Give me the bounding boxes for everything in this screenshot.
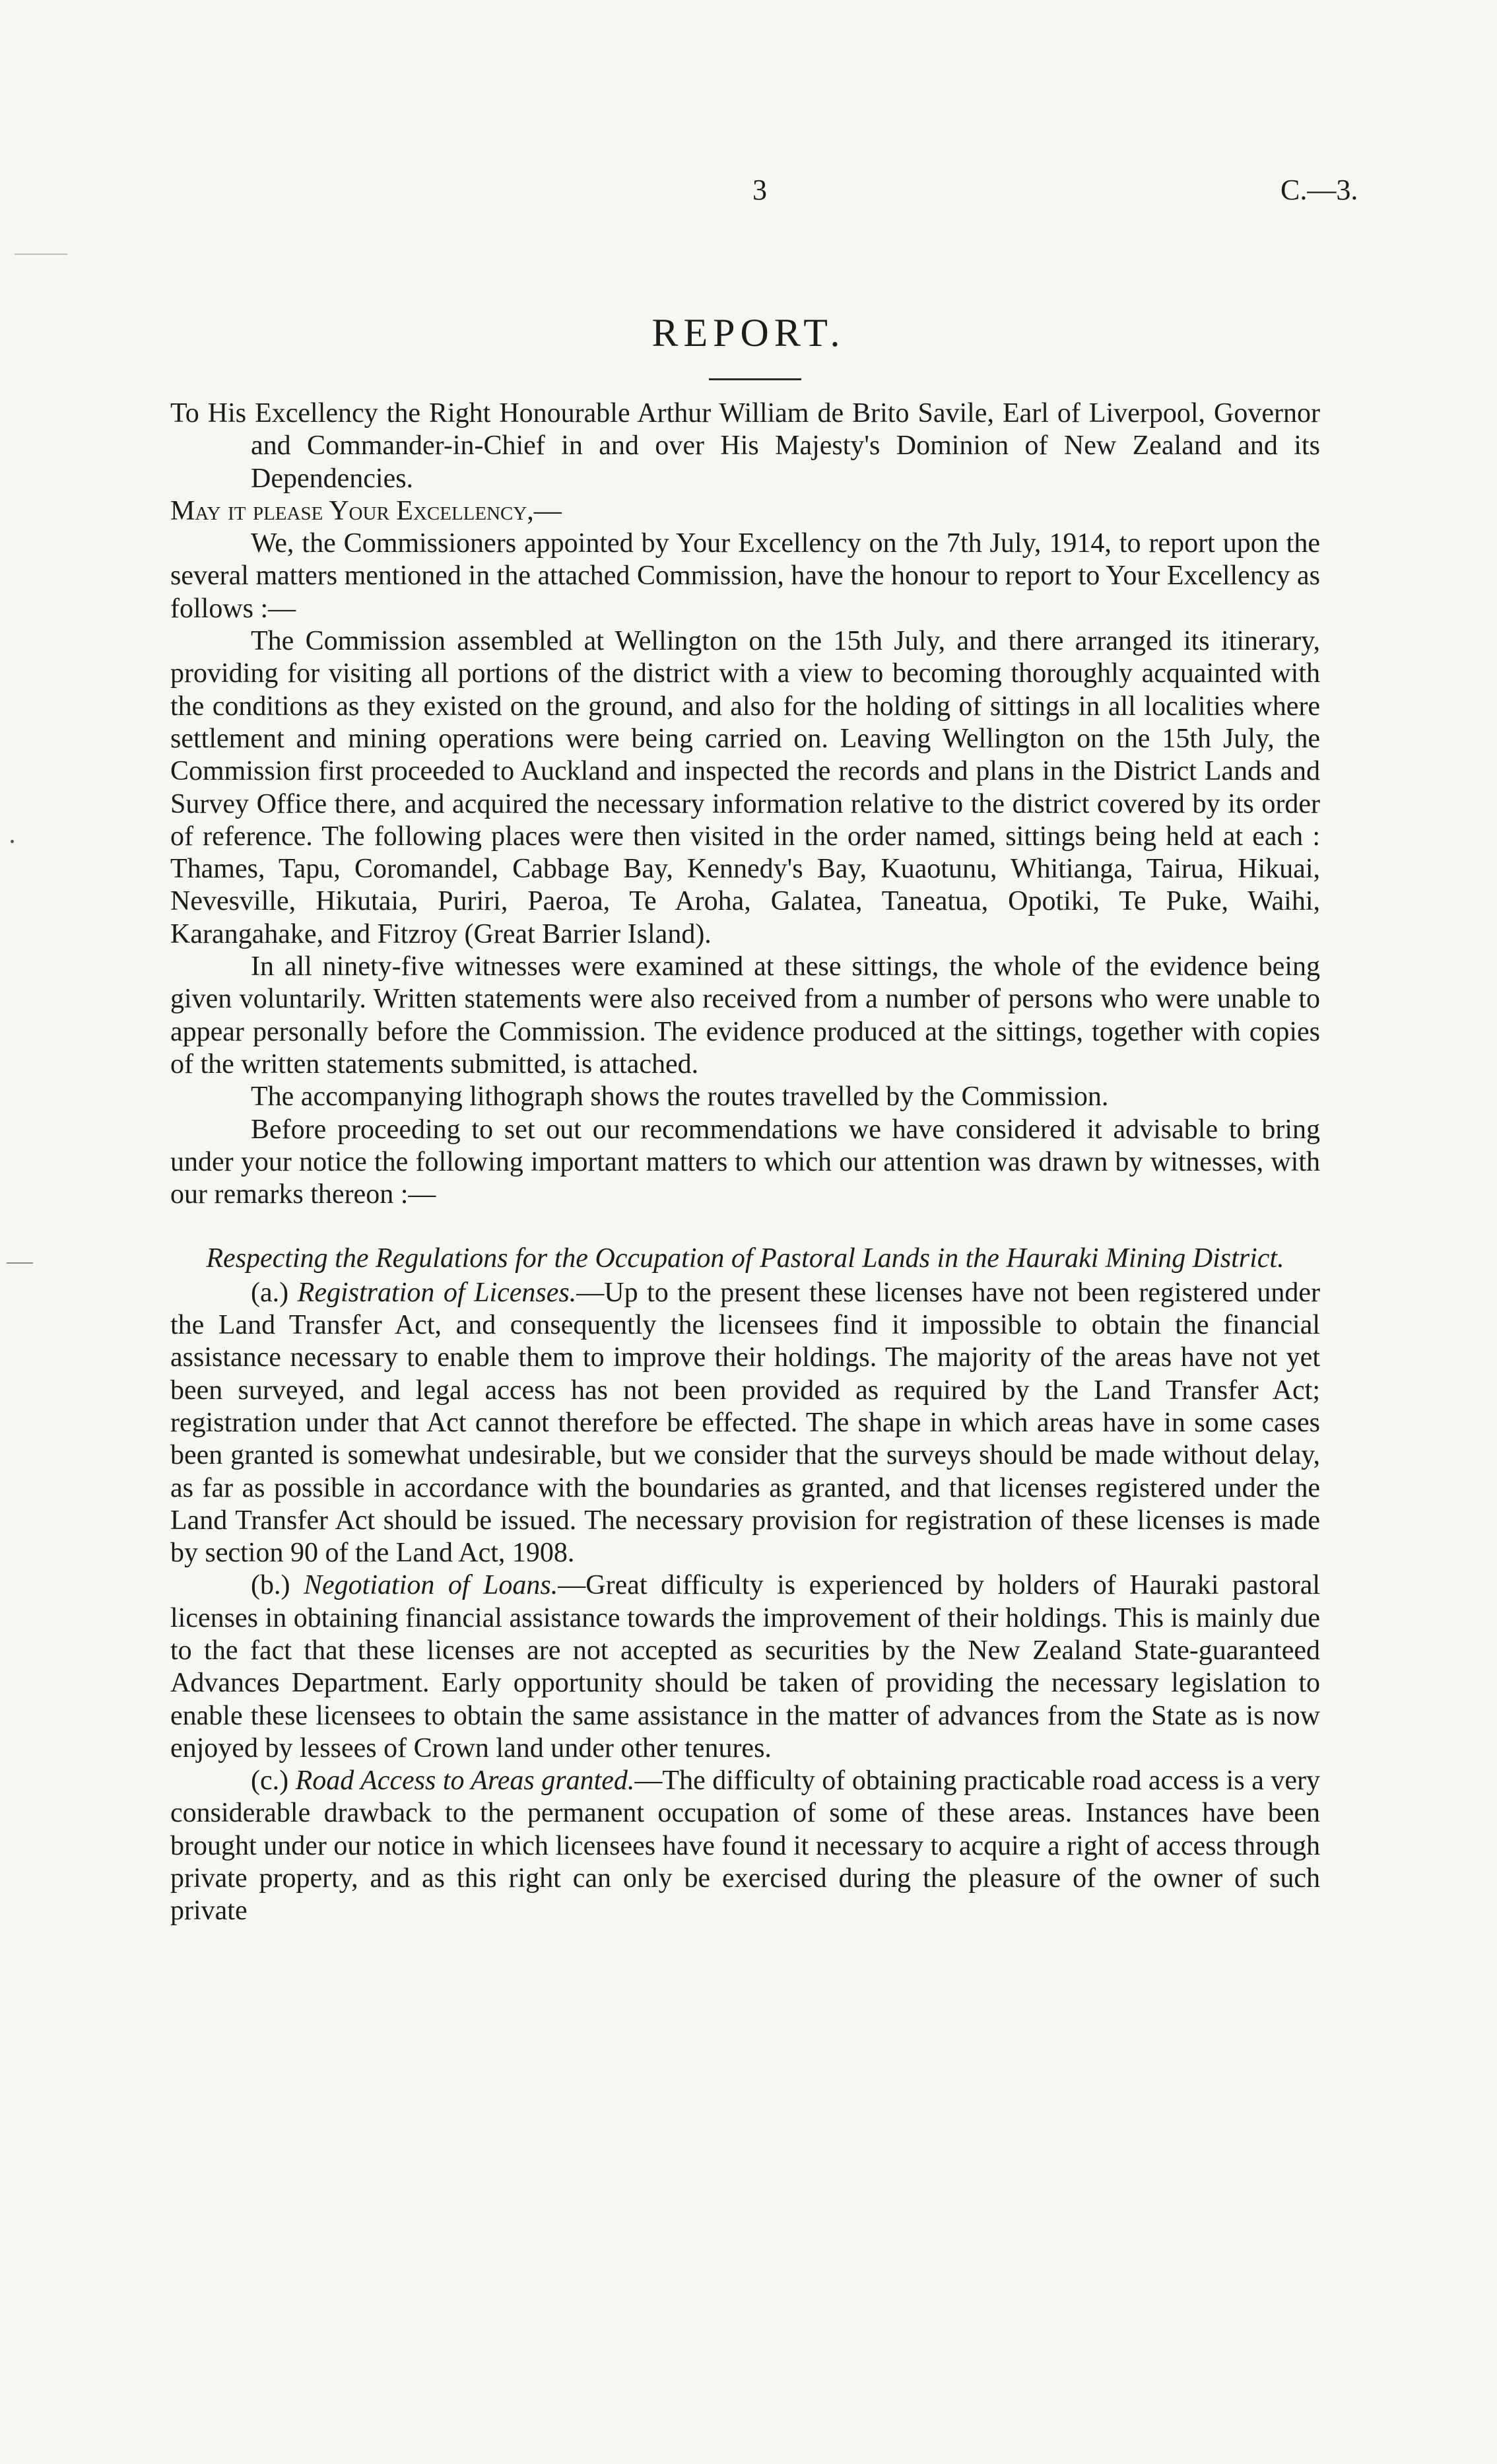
salutation: May it please Your Excellency,— xyxy=(170,495,562,526)
report-title: REPORT. xyxy=(651,311,846,355)
item-label: (a.) xyxy=(251,1277,289,1308)
item-paragraph xyxy=(170,1569,1320,1765)
item-paragraph xyxy=(170,1277,1320,1570)
item-label: (b.) xyxy=(251,1570,290,1601)
section-heading: Respecting the Regulations for the Occupation of Pastoral Lands in the Hauraki Mining District. xyxy=(206,1243,1284,1274)
address-block: To His Excellency the Right Honourable Arthur William de Brito Savile, Earl of Liverpool, Governor and Commander-in-Chief in and over His Majesty's Dominion of New Zealand and its Dependencies. xyxy=(170,398,1320,494)
title-rule xyxy=(709,378,801,380)
paragraph: Before proceeding to set out our recommendations we have considered it advisable to bring under your notice the following important matters to which our attention was drawn by witnesses, with our remarks thereon :— xyxy=(170,1114,1320,1210)
margin-mark xyxy=(7,1262,33,1264)
paragraph: The accompanying lithograph shows the routes travelled by the Commission. xyxy=(251,1081,1109,1112)
item-text: —Great difficulty is experienced by holders of Hauraki pastoral licenses in obtaining financial assistance towards the improvement of their holdings. This is mainly due to the fact that these licenses are not accepted as securities by the New Zealand State-guaranteed Advances Department. Early opportunity should be taken of providing the necessary legislation to enable these licensees to obtain the same assistance in the matter of advances from the State as is now enjoyed by lessees of Crown land under other tenures. xyxy=(170,1570,1321,1763)
item-heading: Road Access to Areas granted. xyxy=(295,1765,635,1797)
item-heading: Registration of Licenses. xyxy=(297,1277,577,1308)
paragraph: We, the Commissioners appointed by Your Excellency on the 7th July, 1914, to report upon the several matters mentioned in the attached Commission, have the honour to report to Your Excellency as follows :— xyxy=(170,528,1320,624)
paragraph: The Commission assembled at Wellington on the 15th July, and there arranged its itinerary, providing for visiting all portions of the district with a view to becoming thoroughly acquainted with the conditions as they existed on the ground, and also for the holding of sittings in all localities where settlement and mining operations were being carried on. Leaving Wellington on the 15th July, the Commission first proceeded to Auckland and inspected the records and plans in the District Lands and Survey Office there, and acquired the necessary information relative to the district covered by its order of reference. The following places were then visited in the order named, sittings being held at each : Thames, Tapu, Coromandel, Cabbage Bay, Kennedy's Bay, Kuaotunu, Whitianga, Tairua, Hikuai, Nevesville, Hikutaia, Puriri, Paeroa, Te Aroha, Galatea, Taneatua, Opotiki, Te Puke, Waihi, Karangahake, and Fitzroy (Great Barrier Island). xyxy=(170,626,1320,949)
item-text: —The difficulty of obtaining practicable road access is a very considerable drawback to the permanent occupation of some of these areas. Instances have been brought under our notice in which licensees have found it necessary to acquire a right of access through private property, and as this right can only be exercised during the pleasure of the owner of such private xyxy=(170,1765,1320,1927)
paragraph: In all ninety-five witnesses were examined at these sittings, the whole of the evidence being given voluntarily. Written statements were also received from a number of persons who were unable to appear personally before the Commission. The evidence produced at the sittings, together with copies of the written statements submitted, is attached. xyxy=(170,951,1320,1079)
item-label: (c.) xyxy=(251,1765,289,1797)
item-paragraph xyxy=(170,1765,1320,1927)
item-text: —Up to the present these licenses have not been registered under the Land Transfer Act, and consequently the licensees find it impossible to obtain the financial assistance necessary to enable them to improve their holdings. The majority of the areas have not yet been surveyed, and legal access has not been provided as required by the Land Transfer Act; registration under that Act cannot therefore be effected. The shape in which areas have in some cases been granted is somewhat undesirable, but we consider that the surveys should be made without delay, as far as possible in accordance with the boundaries as granted, and that licenses registered under the Land Transfer Act should be issued. The necessary provision for registration of these licenses is made by section 90 of the Land Act, 1908. xyxy=(170,1277,1320,1569)
document-reference: C.—3. xyxy=(1281,174,1358,206)
item-heading: Negotiation of Loans. xyxy=(304,1570,558,1601)
report-body xyxy=(170,397,1320,1928)
page-number: 3 xyxy=(752,174,767,206)
margin-dot xyxy=(11,840,14,843)
margin-mark xyxy=(15,254,67,255)
